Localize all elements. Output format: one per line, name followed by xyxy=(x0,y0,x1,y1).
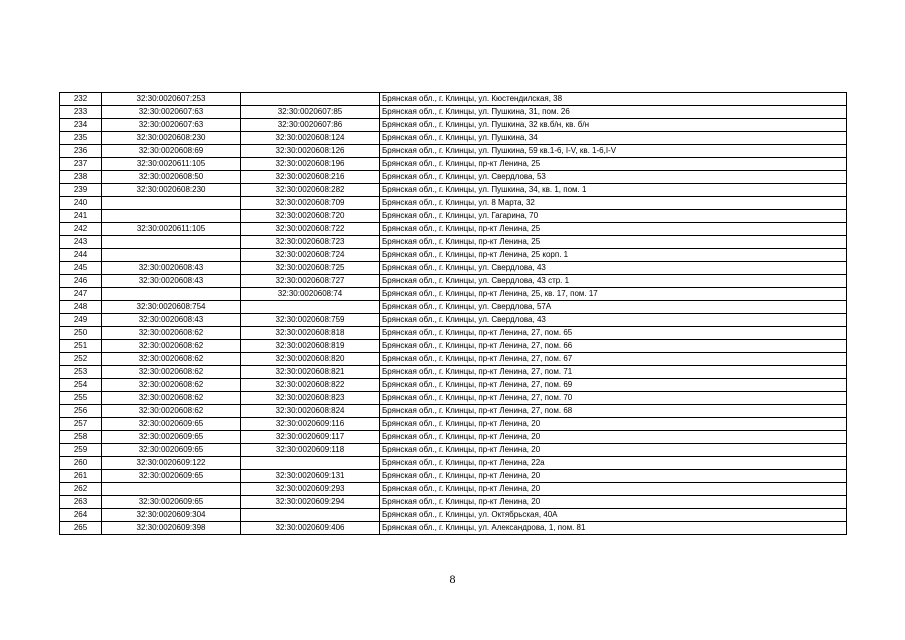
page-number: 8 xyxy=(449,572,456,586)
object-number-cell: 32:30:0020609:293 xyxy=(241,483,380,496)
land-parcel-number-cell: 32:30:0020608:62 xyxy=(102,405,241,418)
row-number-cell: 240 xyxy=(60,197,102,210)
land-parcel-number-cell: 32:30:0020609:65 xyxy=(102,470,241,483)
object-number-cell: 32:30:0020608:216 xyxy=(241,171,380,184)
land-parcel-number-cell: 32:30:0020607:63 xyxy=(102,119,241,132)
address-cell: Брянская обл., г. Клинцы, пр-кт Ленина, 25, кв. 17, пом. 17 xyxy=(380,288,847,301)
address-cell: Брянская обл., г. Клинцы, ул. Гагарина, 70 xyxy=(380,210,847,223)
table-row xyxy=(60,236,847,249)
land-parcel-number-cell: 32:30:0020608:230 xyxy=(102,184,241,197)
object-number-cell: 32:30:0020608:196 xyxy=(241,158,380,171)
table-body xyxy=(60,93,847,535)
land-parcel-number-cell: 32:30:0020608:62 xyxy=(102,379,241,392)
address-cell: Брянская обл., г. Клинцы, пр-кт Ленина, 25 корп. 1 xyxy=(380,249,847,262)
land-parcel-number-cell xyxy=(102,197,241,210)
object-number-cell: 32:30:0020608:126 xyxy=(241,145,380,158)
row-number-cell: 236 xyxy=(60,145,102,158)
table-row xyxy=(60,93,847,106)
table-row xyxy=(60,197,847,210)
table-row xyxy=(60,509,847,522)
object-number-cell: 32:30:0020608:725 xyxy=(241,262,380,275)
address-cell: Брянская обл., г. Клинцы, пр-кт Ленина, 20 xyxy=(380,470,847,483)
address-cell: Брянская обл., г. Клинцы, пр-кт Ленина, 20 xyxy=(380,483,847,496)
object-number-cell: 32:30:0020608:759 xyxy=(241,314,380,327)
object-number-cell xyxy=(241,457,380,470)
cadastral-table xyxy=(59,92,847,535)
object-number-cell: 32:30:0020608:74 xyxy=(241,288,380,301)
address-cell: Брянская обл., г. Клинцы, пр-кт Ленина, 27, пом. 68 xyxy=(380,405,847,418)
table-row xyxy=(60,431,847,444)
row-number-cell: 260 xyxy=(60,457,102,470)
address-cell: Брянская обл., г. Клинцы, ул. Александрова, 1, пом. 81 xyxy=(380,522,847,535)
land-parcel-number-cell: 32:30:0020609:65 xyxy=(102,496,241,509)
table-row xyxy=(60,119,847,132)
address-cell: Брянская обл., г. Клинцы, ул. Пушкина, 34 xyxy=(380,132,847,145)
row-number-cell: 254 xyxy=(60,379,102,392)
object-number-cell xyxy=(241,509,380,522)
address-cell: Брянская обл., г. Клинцы, пр-кт Ленина, 27, пом. 65 xyxy=(380,327,847,340)
land-parcel-number-cell: 32:30:0020608:43 xyxy=(102,262,241,275)
row-number-cell: 232 xyxy=(60,93,102,106)
row-number-cell: 261 xyxy=(60,470,102,483)
address-cell: Брянская обл., г. Клинцы, ул. Пушкина, 31, пом. 26 xyxy=(380,106,847,119)
table-row xyxy=(60,210,847,223)
table-row xyxy=(60,457,847,470)
object-number-cell: 32:30:0020608:727 xyxy=(241,275,380,288)
table-row xyxy=(60,327,847,340)
object-number-cell: 32:30:0020608:823 xyxy=(241,392,380,405)
table-row xyxy=(60,483,847,496)
row-number-cell: 248 xyxy=(60,301,102,314)
table-row xyxy=(60,470,847,483)
address-cell: Брянская обл., г. Клинцы, пр-кт Ленина, 20 xyxy=(380,496,847,509)
table-row xyxy=(60,353,847,366)
row-number-cell: 263 xyxy=(60,496,102,509)
land-parcel-number-cell: 32:30:0020608:62 xyxy=(102,327,241,340)
row-number-cell: 247 xyxy=(60,288,102,301)
object-number-cell: 32:30:0020609:118 xyxy=(241,444,380,457)
row-number-cell: 238 xyxy=(60,171,102,184)
row-number-cell: 251 xyxy=(60,340,102,353)
row-number-cell: 257 xyxy=(60,418,102,431)
row-number-cell: 252 xyxy=(60,353,102,366)
table-row xyxy=(60,366,847,379)
row-number-cell: 243 xyxy=(60,236,102,249)
land-parcel-number-cell: 32:30:0020608:50 xyxy=(102,171,241,184)
table-row xyxy=(60,132,847,145)
row-number-cell: 244 xyxy=(60,249,102,262)
table-row xyxy=(60,522,847,535)
address-cell: Брянская обл., г. Клинцы, пр-кт Ленина, 20 xyxy=(380,418,847,431)
object-number-cell: 32:30:0020608:824 xyxy=(241,405,380,418)
object-number-cell: 32:30:0020608:724 xyxy=(241,249,380,262)
address-cell: Брянская обл., г. Клинцы, ул. Пушкина, 59 кв.1-6, I-V, кв. 1-6,I-V xyxy=(380,145,847,158)
table-row xyxy=(60,418,847,431)
land-parcel-number-cell: 32:30:0020608:43 xyxy=(102,275,241,288)
address-cell: Брянская обл., г. Клинцы, пр-кт Ленина, 25 xyxy=(380,236,847,249)
address-cell: Брянская обл., г. Клинцы, пр-кт Ленина, 27, пом. 66 xyxy=(380,340,847,353)
land-parcel-number-cell: 32:30:0020607:63 xyxy=(102,106,241,119)
land-parcel-number-cell: 32:30:0020609:65 xyxy=(102,444,241,457)
address-cell: Брянская обл., г. Клинцы, пр-кт Ленина, 27, пом. 70 xyxy=(380,392,847,405)
object-number-cell: 32:30:0020608:720 xyxy=(241,210,380,223)
land-parcel-number-cell: 32:30:0020608:754 xyxy=(102,301,241,314)
row-number-cell: 249 xyxy=(60,314,102,327)
row-number-cell: 253 xyxy=(60,366,102,379)
address-cell: Брянская обл., г. Клинцы, пр-кт Ленина, 25 xyxy=(380,158,847,171)
land-parcel-number-cell: 32:30:0020608:43 xyxy=(102,314,241,327)
table-row xyxy=(60,301,847,314)
table-row xyxy=(60,496,847,509)
table-row xyxy=(60,275,847,288)
land-parcel-number-cell: 32:30:0020609:65 xyxy=(102,431,241,444)
address-cell: Брянская обл., г. Клинцы, пр-кт Ленина, 27, пом. 71 xyxy=(380,366,847,379)
table-row xyxy=(60,405,847,418)
land-parcel-number-cell xyxy=(102,288,241,301)
row-number-cell: 258 xyxy=(60,431,102,444)
address-cell: Брянская обл., г. Клинцы, пр-кт Ленина, 20 xyxy=(380,444,847,457)
land-parcel-number-cell: 32:30:0020607:253 xyxy=(102,93,241,106)
object-number-cell: 32:30:0020608:722 xyxy=(241,223,380,236)
address-cell: Брянская обл., г. Клинцы, ул. Свердлова, 43 стр. 1 xyxy=(380,275,847,288)
row-number-cell: 233 xyxy=(60,106,102,119)
table-row xyxy=(60,223,847,236)
table-row xyxy=(60,158,847,171)
land-parcel-number-cell: 32:30:0020609:122 xyxy=(102,457,241,470)
land-parcel-number-cell: 32:30:0020608:62 xyxy=(102,392,241,405)
table-row xyxy=(60,340,847,353)
land-parcel-number-cell: 32:30:0020608:230 xyxy=(102,132,241,145)
object-number-cell xyxy=(241,93,380,106)
address-cell: Брянская обл., г. Клинцы, ул. Свердлова, 57А xyxy=(380,301,847,314)
land-parcel-number-cell xyxy=(102,236,241,249)
row-number-cell: 262 xyxy=(60,483,102,496)
object-number-cell: 32:30:0020608:819 xyxy=(241,340,380,353)
table-row xyxy=(60,171,847,184)
row-number-cell: 255 xyxy=(60,392,102,405)
row-number-cell: 259 xyxy=(60,444,102,457)
row-number-cell: 242 xyxy=(60,223,102,236)
land-parcel-number-cell: 32:30:0020609:65 xyxy=(102,418,241,431)
row-number-cell: 246 xyxy=(60,275,102,288)
land-parcel-number-cell: 32:30:0020608:62 xyxy=(102,340,241,353)
land-parcel-number-cell xyxy=(102,249,241,262)
address-cell: Брянская обл., г. Клинцы, пр-кт Ленина, 20 xyxy=(380,431,847,444)
row-number-cell: 235 xyxy=(60,132,102,145)
table-row xyxy=(60,379,847,392)
address-cell: Брянская обл., г. Клинцы, пр-кт Ленина, 27, пом. 69 xyxy=(380,379,847,392)
address-cell: Брянская обл., г. Клинцы, ул. Пушкина, 32 кв.б/н, кв. б/н xyxy=(380,119,847,132)
object-number-cell: 32:30:0020608:709 xyxy=(241,197,380,210)
land-parcel-number-cell: 32:30:0020609:398 xyxy=(102,522,241,535)
address-cell: Брянская обл., г. Клинцы, пр-кт Ленина, 22а xyxy=(380,457,847,470)
object-number-cell: 32:30:0020608:818 xyxy=(241,327,380,340)
address-cell: Брянская обл., г. Клинцы, ул. Свердлова, 43 xyxy=(380,314,847,327)
table-row xyxy=(60,145,847,158)
row-number-cell: 241 xyxy=(60,210,102,223)
land-parcel-number-cell xyxy=(102,210,241,223)
object-number-cell: 32:30:0020608:821 xyxy=(241,366,380,379)
address-cell: Брянская обл., г. Клинцы, ул. 8 Марта, 32 xyxy=(380,197,847,210)
object-number-cell: 32:30:0020608:282 xyxy=(241,184,380,197)
address-cell: Брянская обл., г. Клинцы, ул. Свердлова, 53 xyxy=(380,171,847,184)
object-number-cell: 32:30:0020607:85 xyxy=(241,106,380,119)
object-number-cell: 32:30:0020609:116 xyxy=(241,418,380,431)
row-number-cell: 239 xyxy=(60,184,102,197)
table-row xyxy=(60,184,847,197)
object-number-cell: 32:30:0020607:86 xyxy=(241,119,380,132)
object-number-cell: 32:30:0020609:131 xyxy=(241,470,380,483)
address-cell: Брянская обл., г. Клинцы, ул. Свердлова, 43 xyxy=(380,262,847,275)
land-parcel-number-cell: 32:30:0020608:62 xyxy=(102,366,241,379)
row-number-cell: 245 xyxy=(60,262,102,275)
land-parcel-number-cell: 32:30:0020609:304 xyxy=(102,509,241,522)
table-row xyxy=(60,444,847,457)
object-number-cell: 32:30:0020609:117 xyxy=(241,431,380,444)
table-row xyxy=(60,262,847,275)
address-cell: Брянская обл., г. Клинцы, ул. Октябрьская, 40А xyxy=(380,509,847,522)
object-number-cell: 32:30:0020609:294 xyxy=(241,496,380,509)
object-number-cell: 32:30:0020609:406 xyxy=(241,522,380,535)
address-cell: Брянская обл., г. Клинцы, пр-кт Ленина, 27, пом. 67 xyxy=(380,353,847,366)
table-row xyxy=(60,392,847,405)
land-parcel-number-cell: 32:30:0020608:69 xyxy=(102,145,241,158)
table-row xyxy=(60,288,847,301)
land-parcel-number-cell: 32:30:0020608:62 xyxy=(102,353,241,366)
object-number-cell xyxy=(241,301,380,314)
row-number-cell: 256 xyxy=(60,405,102,418)
address-cell: Брянская обл., г. Клинцы, ул. Пушкина, 34, кв. 1, пом. 1 xyxy=(380,184,847,197)
address-cell: Брянская обл., г. Клинцы, ул. Кюстендилская, 38 xyxy=(380,93,847,106)
object-number-cell: 32:30:0020608:723 xyxy=(241,236,380,249)
object-number-cell: 32:30:0020608:124 xyxy=(241,132,380,145)
row-number-cell: 250 xyxy=(60,327,102,340)
row-number-cell: 265 xyxy=(60,522,102,535)
row-number-cell: 264 xyxy=(60,509,102,522)
land-parcel-number-cell xyxy=(102,483,241,496)
object-number-cell: 32:30:0020608:822 xyxy=(241,379,380,392)
table-row xyxy=(60,314,847,327)
land-parcel-number-cell: 32:30:0020611:105 xyxy=(102,158,241,171)
table-row xyxy=(60,249,847,262)
row-number-cell: 237 xyxy=(60,158,102,171)
row-number-cell: 234 xyxy=(60,119,102,132)
address-cell: Брянская обл., г. Клинцы, пр-кт Ленина, 25 xyxy=(380,223,847,236)
object-number-cell: 32:30:0020608:820 xyxy=(241,353,380,366)
land-parcel-number-cell: 32:30:0020611:105 xyxy=(102,223,241,236)
table-row xyxy=(60,106,847,119)
